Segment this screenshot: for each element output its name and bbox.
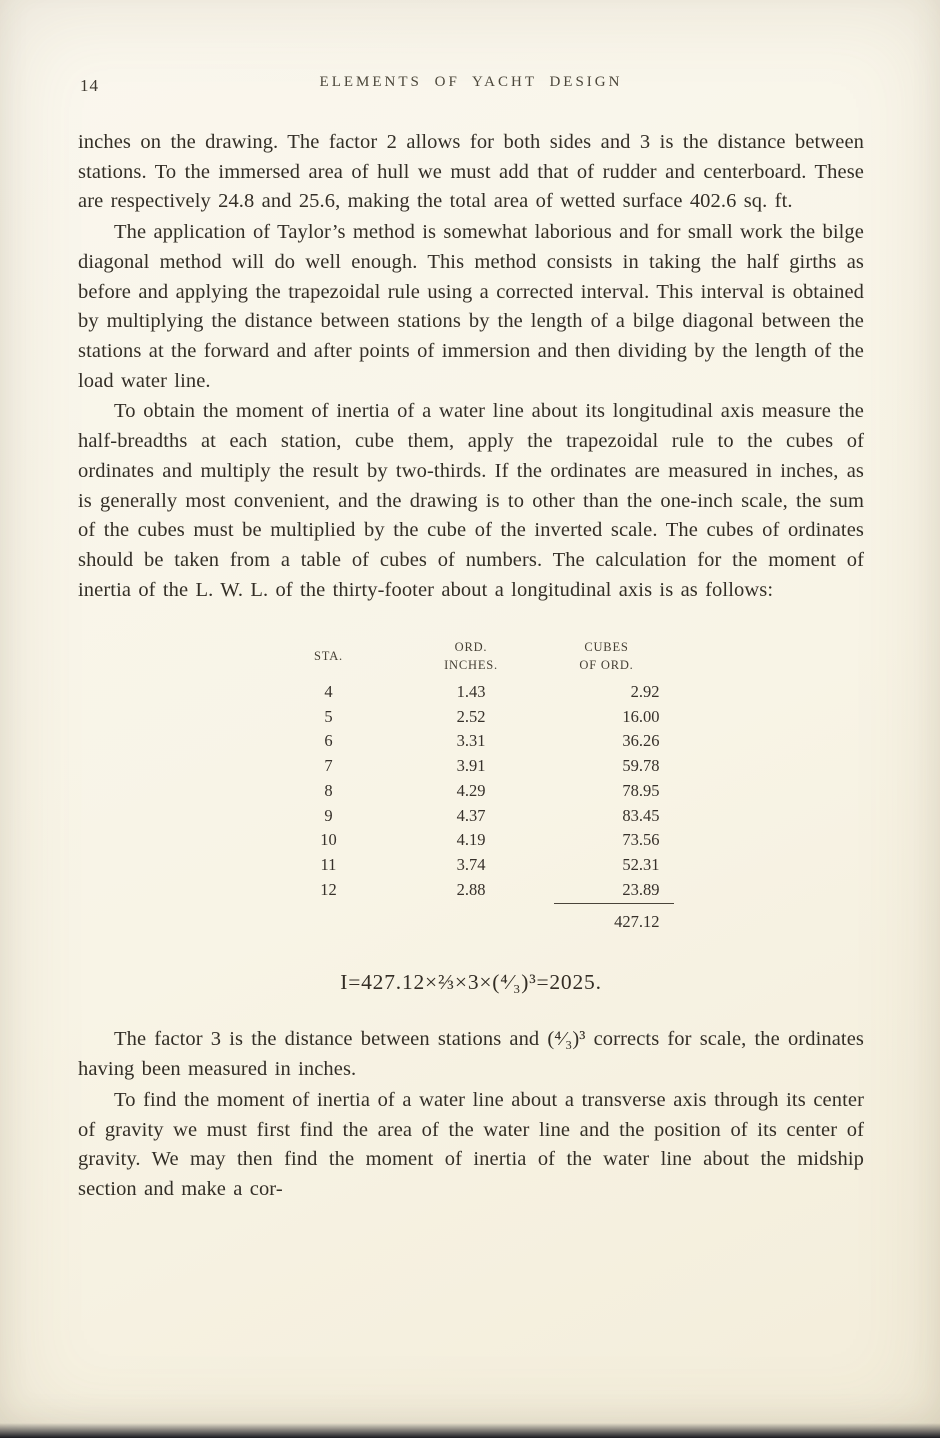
page-number: 14: [80, 76, 99, 95]
table-total-row: [269, 903, 674, 934]
table-body: [269, 680, 674, 935]
running-title: ELEMENTS OF YACHT DESIGN: [319, 74, 623, 90]
cell-cubes: 23.89: [622, 879, 660, 899]
paragraph-wetted-surface: inches on the drawing. The factor 2 allows for both sides and 3 is the distance between stations. To the immersed area of hull we must add that of rudder and centerboard. These are respectively 24.8 and 25.6, making the total area of wetted surface 402.6 sq. ft.: [78, 131, 864, 213]
col-header-sta-label: STA.: [314, 648, 343, 663]
col-header-ord-line1: ORD.: [454, 639, 488, 654]
running-head: [78, 74, 864, 100]
cell-sta: 9: [324, 805, 333, 825]
cell-cubes: 83.45: [622, 805, 660, 825]
col-header-sta: [269, 636, 389, 680]
cell-ord: 1.43: [456, 681, 486, 701]
cell-sta: 10: [320, 830, 337, 850]
cell-sta: 7: [324, 756, 333, 776]
cell-total-cubes: 427.12: [554, 903, 674, 934]
table-row: [269, 804, 674, 829]
cell-ord: 2.52: [456, 706, 486, 726]
col-header-cubes-line2: OF ORD.: [579, 657, 634, 672]
col-header-cubes: [554, 636, 674, 680]
table-header-row: [269, 636, 674, 680]
cell-sta: 12: [320, 880, 337, 900]
table-head: [269, 636, 674, 680]
paragraph-moment-of-inertia-longitudinal: To obtain the moment of inertia of a water line about its longitudinal axis measure the half-breadths at each station, cube them, apply the trapezoidal rule to the cubes of ordinates and multiply the result by two-thirds. If the ordinates are measured in inches, as is generally most convenient, and the drawing is to other than the one-inch scale, the sum of the cubes must be multiplied by the cube of the inverted scale. The cubes of ordinates should be taken from a table of cubes of numbers. The calculation for the moment of inertia of the L. W. L. of the thirty-footer about a longitudinal axis is as follows:: [78, 400, 864, 601]
cell-ord: 2.88: [456, 880, 486, 900]
cell-cubes: 73.56: [622, 830, 660, 850]
cell-ord: 3.74: [456, 855, 486, 875]
cell-sta: 4: [324, 681, 333, 701]
cell-sta: 6: [324, 731, 333, 751]
cell-cubes: 59.78: [622, 756, 660, 776]
cell-ord: 3.31: [456, 731, 486, 751]
table-row: [269, 853, 674, 878]
cell-ord: 4.29: [456, 780, 486, 800]
cell-cubes: 36.26: [622, 731, 660, 751]
paragraph-bilge-diagonal-method: The application of Taylor’s method is somewhat laborious and for small work the bilge diagonal method will do well enough. This method consists in taking the half girths as before and applying the trapezoidal rule using a corrected interval. This interval is obtained by multiplying the distance between stations by the length of a bilge diagonal between the stations at the forward and after points of immersion and then dividing by the length of the load water line.: [78, 221, 864, 392]
cell-empty: [389, 903, 554, 934]
paragraph-scale-correction: The factor 3 is the distance between stations and (⁴⁄₃)³ corrects for scale, the ordinates having been measured in inches.: [78, 1028, 864, 1081]
page-edge-shadow: [0, 1423, 940, 1438]
table-row: [269, 878, 674, 903]
table-row: [269, 754, 674, 779]
table-row: [269, 779, 674, 804]
cell-sta: 5: [324, 706, 333, 726]
cell-empty: [269, 903, 389, 934]
col-header-ord-line2: INCHES.: [444, 657, 498, 672]
table-row: [269, 729, 674, 754]
col-header-ord-inches: [389, 636, 554, 680]
cell-sta: 8: [324, 780, 333, 800]
ordinates-cubes-table: [269, 636, 674, 935]
paragraph-transverse-axis: To find the moment of inertia of a water line about a transverse axis through its center of gravity we must first find the area of the water line and the position of its center of gravity. We may then find the moment of inertia of the water line about the midship section and make a cor-: [78, 1088, 864, 1200]
cell-ord: 4.19: [456, 830, 486, 850]
table-row: [269, 828, 674, 853]
cell-cubes: 16.00: [622, 706, 660, 726]
cell-cubes: 52.31: [622, 855, 660, 875]
col-header-cubes-line1: CUBES: [584, 639, 629, 654]
cell-ord: 4.37: [456, 805, 486, 825]
table-row: [269, 680, 674, 705]
cell-ord: 3.91: [456, 756, 486, 776]
table-row: [269, 705, 674, 730]
cell-cubes: 78.95: [622, 780, 660, 800]
cell-sta: 11: [320, 855, 337, 875]
cell-cubes: 2.92: [630, 681, 660, 701]
moment-of-inertia-formula: I=427.12×⅔×3×(⁴⁄₃)³=2025.: [340, 970, 602, 995]
